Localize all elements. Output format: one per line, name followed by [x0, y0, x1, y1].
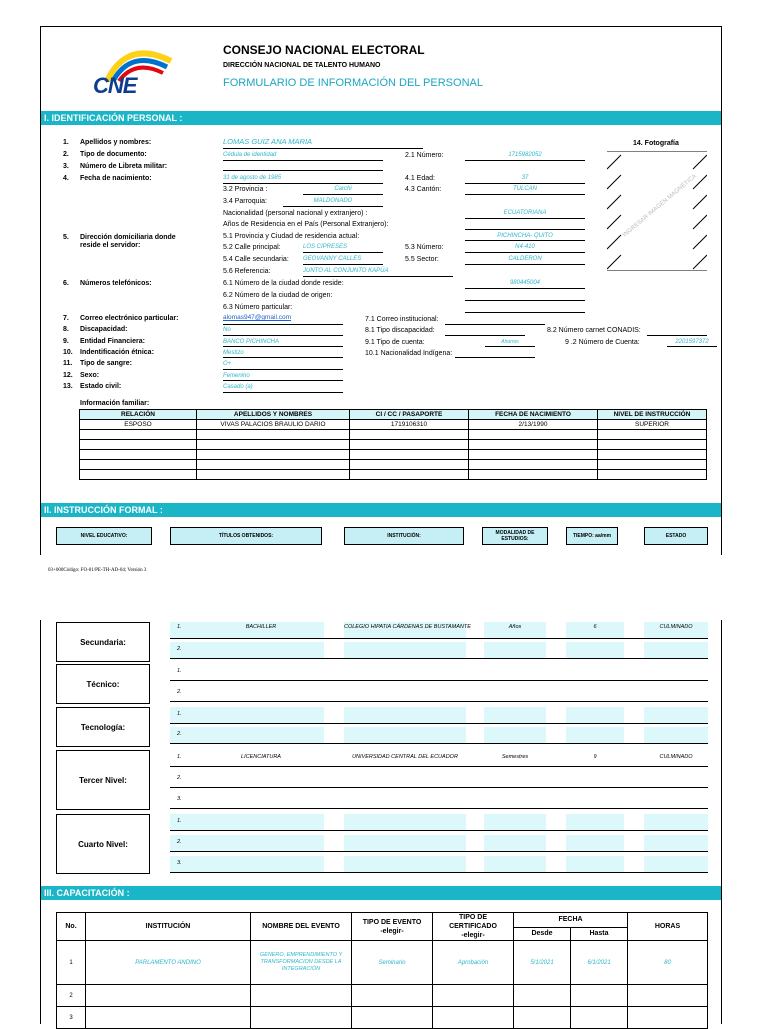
- row-num: 2.: [177, 646, 182, 652]
- cell[interactable]: SUPERIOR: [598, 420, 707, 430]
- nacionalidad-value[interactable]: ECUATORIANA: [503, 210, 547, 216]
- field-num: 11.: [63, 360, 73, 367]
- referencia-label: 5.6 Referencia:: [223, 268, 271, 275]
- numero-label: 2.1 Número:: [405, 152, 444, 159]
- col-header: No.: [57, 913, 86, 941]
- tel-resides-label: 6.1 Número de la ciudad donde reside:: [223, 280, 344, 287]
- field-label: Correo electrónico particular:: [80, 315, 179, 322]
- table-row: [57, 1007, 708, 1029]
- row-num: 2.: [177, 731, 182, 737]
- level-secundaria: Secundaria:: [56, 622, 150, 662]
- logo-text: CNE: [93, 73, 137, 98]
- provincia-label: 3.2 Provincia :: [223, 186, 268, 193]
- row-num: 1.: [177, 668, 182, 674]
- row-num: 1.: [177, 754, 182, 760]
- field-num: 2.: [63, 151, 69, 158]
- cell[interactable]: 2/13/1990: [469, 420, 598, 430]
- titulo-value[interactable]: LICENCIATURA: [241, 754, 281, 760]
- tipo-disc-label: 8.1 Tipo discapacidad:: [365, 327, 435, 334]
- tipo-cuenta-label: 9.1 Tipo de cuenta:: [365, 339, 425, 346]
- field-num: 9.: [63, 338, 69, 345]
- field-label: Apellidos y nombres:: [80, 139, 152, 146]
- photo-box[interactable]: [607, 151, 707, 271]
- col-header: [352, 913, 433, 941]
- level-tecnologia: Tecnología:: [56, 707, 150, 747]
- referencia-value[interactable]: JUNTO AL CONJUNTO KAPÚA: [303, 268, 389, 274]
- tipo-evento-label: TIPO DE EVENTO: [362, 918, 422, 926]
- field-label: Sexo:: [80, 372, 100, 379]
- hdr-nivel: NIVEL EDUCATIVO:: [56, 527, 152, 545]
- col-header: APELLIDOS Y NOMBRES: [197, 410, 350, 420]
- section2-band: II. INSTRUCCIÓN FORMAL :: [41, 503, 721, 517]
- level-cuarto: Cuarto Nivel:: [56, 814, 150, 874]
- disability-value[interactable]: No: [223, 327, 231, 333]
- tipo-cert-sub: -elegir-: [461, 932, 485, 939]
- family-label: Información familiar:: [80, 400, 150, 407]
- capacitacion-table: [56, 912, 708, 1029]
- field-num: 13.: [63, 383, 73, 390]
- tel-origen-label: 6.2 Número de la ciudad de origen:: [223, 292, 333, 299]
- calle-secundaria-value[interactable]: GEOVANNY CALLES: [303, 256, 362, 262]
- hdr-institucion: INSTITUCIÓN:: [344, 527, 464, 545]
- field-label: Estado civil:: [80, 383, 122, 390]
- table-row: [80, 470, 707, 480]
- hdr-estado: ESTADO: [644, 527, 708, 545]
- table-row: [80, 440, 707, 450]
- estado-value[interactable]: CULMINADO: [659, 624, 693, 630]
- hdr-titulos: TÍTULOS OBTENIDOS:: [170, 527, 322, 545]
- field-num: 3.: [63, 163, 69, 170]
- col-header: CI / CC / PASAPORTE: [350, 410, 469, 420]
- col-header: NIVEL DE INSTRUCCIÓN: [598, 410, 707, 420]
- col-header: FECHA DE NACIMIENTO: [469, 410, 598, 420]
- col-header: FECHA: [514, 913, 628, 928]
- parroquia-value[interactable]: MALDONADO: [313, 198, 353, 204]
- anios-label: Años de Residencia en el País (Personal Extranjero):: [223, 221, 389, 228]
- calle-principal-value[interactable]: LOS CIPRESES: [303, 244, 348, 250]
- field-label: Número de Libreta militar:: [80, 163, 168, 170]
- tiempo-value[interactable]: 9: [593, 754, 597, 760]
- sex-value[interactable]: Femenino: [223, 373, 250, 379]
- cell[interactable]: PARLAMENTO ANDINO: [86, 941, 251, 985]
- table-row: [57, 941, 708, 985]
- field-label: Tipo de documento:: [80, 151, 147, 158]
- correo-inst-label: 7.1 Correo institucional:: [365, 316, 439, 323]
- mod-value[interactable]: Años: [508, 624, 522, 630]
- cell[interactable]: VIVAS PALACIOS BRAULIO DARIO: [197, 420, 350, 430]
- cell[interactable]: ESPOSO: [80, 420, 197, 430]
- cell[interactable]: 80: [628, 941, 708, 985]
- mod-value[interactable]: Semestres: [501, 754, 529, 760]
- row-num: 1.: [177, 624, 182, 630]
- edad-label: 4.1 Edad:: [405, 175, 435, 182]
- table-row: [80, 420, 707, 430]
- family-header-row: [80, 410, 707, 420]
- tipo-cert-label: TIPO DE CERTIFICADO: [449, 914, 497, 930]
- row-num: 2.: [177, 689, 182, 695]
- field-label: Números telefónicos:: [80, 280, 152, 287]
- row-num: 1.: [177, 711, 182, 717]
- field-num: 7.: [63, 315, 69, 322]
- family-table: [79, 409, 707, 480]
- blood-value[interactable]: O+: [223, 361, 232, 367]
- cell[interactable]: 5/1/2021: [514, 941, 571, 985]
- inst-value[interactable]: UNIVERSIDAD CENTRAL DEL ECUADOR: [352, 754, 458, 760]
- level-tecnico: Técnico:: [56, 664, 150, 704]
- cell[interactable]: Aprobación: [433, 941, 514, 985]
- section1-band: I. IDENTIFICACIÓN PERSONAL :: [41, 111, 721, 125]
- canton-value[interactable]: TULCAN: [512, 186, 537, 192]
- field-label: Discapacidad:: [80, 326, 128, 333]
- table-row: [80, 450, 707, 460]
- titulo-value[interactable]: BACHILLER: [245, 624, 277, 630]
- email-value[interactable]: alomas947@gmail.com: [223, 314, 292, 321]
- field-num: 10.: [63, 349, 73, 356]
- doc-type-value[interactable]: Cédula de identidad: [223, 152, 277, 158]
- col-header: Hasta: [571, 927, 628, 940]
- row-num: 2.: [177, 775, 182, 781]
- col-header: Desde: [514, 927, 571, 940]
- footer-code: 03+000Código: FO-01/PE-TH-AD-04; Versión 3: [48, 568, 147, 573]
- field-label: Indentificación étnica:: [80, 349, 154, 356]
- photo-label: 14. Fotografía: [633, 140, 679, 147]
- tipo-cuenta-value[interactable]: Ahorros: [501, 339, 519, 345]
- table-row: [80, 430, 707, 440]
- cne-logo: [87, 41, 177, 99]
- provincia-value[interactable]: Carchi: [334, 186, 352, 192]
- hdr-modalidad: MODALIDAD DE ESTUDIOS:: [482, 527, 548, 545]
- field-num: 6.: [63, 280, 69, 287]
- sector-label: 5.5 Sector:: [405, 256, 439, 263]
- bank-value[interactable]: BANCO PICHINCHA: [223, 339, 280, 345]
- canton-label: 4.3 Cantón:: [405, 186, 442, 193]
- calle-principal-label: 5.2 Calle principal:: [223, 244, 281, 251]
- num-cuenta-value[interactable]: 2201597372: [675, 339, 709, 345]
- direction-title: DIRECCIÓN NACIONAL DE TALENTO HUMANO: [223, 62, 381, 69]
- field-label: Tipo de sangre:: [80, 360, 132, 367]
- field-label: Entidad Financiera:: [80, 338, 145, 345]
- carnet-label: 8.2 Número carnet CONADIS:: [547, 327, 641, 334]
- col-header: RELACIÓN: [80, 410, 197, 420]
- field-label: Dirección domiciliaria donde: [80, 234, 176, 241]
- edad-value[interactable]: 37: [521, 175, 529, 181]
- photo-watermark: INGRESAR IMAGEN MAGNÉTICA: [622, 173, 698, 239]
- prov-ciudad-label: 5.1 Provincia y Ciudad de residencia actual:: [223, 233, 360, 240]
- table-row: [57, 985, 708, 1007]
- section3-band: III. CAPACITACIÓN :: [41, 886, 721, 900]
- parroquia-label: 3.4 Parroquia:: [223, 198, 267, 205]
- col-header: HORAS: [628, 913, 708, 941]
- tiempo-value[interactable]: 6: [593, 624, 597, 630]
- form-page-2: [40, 620, 722, 1024]
- civil-value[interactable]: Casado (a): [223, 384, 253, 390]
- cap-header-row: [57, 913, 708, 928]
- inst-value[interactable]: COLEGIO HIPATIA CÁRDENAS DE BUSTAMANTE: [344, 624, 471, 630]
- sector-value[interactable]: CALDERON: [508, 256, 542, 262]
- nac-indigena-label: 10.1 Nacionalidad Indígena:: [365, 350, 453, 357]
- num-cuenta-label: 9 .2 Número de Cuenta:: [565, 339, 640, 346]
- row-num: 2.: [177, 839, 182, 845]
- field-num: 1.: [63, 139, 69, 146]
- cell[interactable]: GENERO, EMPRENDIMIENTO Y TRANSFORMACION DESDE LA INTEGRACIÓN: [251, 941, 352, 985]
- cell: 1: [57, 941, 86, 985]
- field-label-cont: reside el servidor:: [80, 242, 141, 249]
- col-header: NOMBRE DEL EVENTO: [251, 913, 352, 941]
- col-header: INSTITUCIÓN: [86, 913, 251, 941]
- numero-value[interactable]: 1715982052: [508, 152, 542, 158]
- cell[interactable]: Seminario: [352, 941, 433, 985]
- ethnic-value[interactable]: Mestizo: [223, 350, 244, 356]
- estado-value[interactable]: CULMINADO: [659, 754, 693, 760]
- row-num: 3.: [177, 796, 182, 802]
- row-num: 1.: [177, 818, 182, 824]
- col-header: [433, 913, 514, 941]
- row-num: 3.: [177, 860, 182, 866]
- cell: 3: [57, 1007, 86, 1029]
- cell[interactable]: 6/1/2021: [571, 941, 628, 985]
- cell[interactable]: 1719106310: [350, 420, 469, 430]
- level-tercer: Tercer Nivel:: [56, 750, 150, 810]
- tipo-evento-sub: -elegir-: [380, 927, 404, 935]
- form-title: FORMULARIO DE INFORMACIÓN DEL PERSONAL: [223, 77, 483, 89]
- field-num: 8.: [63, 326, 69, 333]
- nacionalidad-label: Nacionalidad (personal nacional y extranjero) :: [223, 210, 368, 217]
- form-page-1: [40, 26, 722, 555]
- calle-secundaria-label: 5.4 Calle secundaria:: [223, 256, 289, 263]
- field-num: 12.: [63, 372, 73, 379]
- numero-dir-value[interactable]: N4-410: [515, 244, 535, 250]
- name-value[interactable]: LOMAS GUIZ ANA MARIA: [223, 137, 313, 146]
- table-row: [80, 460, 707, 470]
- hdr-tiempo: TIEMPO: aa/mm: [566, 527, 618, 545]
- tel-resides-value[interactable]: 980445004: [509, 280, 541, 286]
- prov-ciudad-value[interactable]: PICHINCHA- QUITO: [497, 233, 553, 239]
- birth-date-value[interactable]: 31 de agosto de 1985: [223, 175, 282, 181]
- field-num: 4.: [63, 175, 69, 182]
- cell: 2: [57, 985, 86, 1007]
- tel-particular-label: 6.3 Número particular:: [223, 304, 293, 311]
- numero-dir-label: 5.3 Número:: [405, 244, 444, 251]
- org-title: CONSEJO NACIONAL ELECTORAL: [223, 43, 425, 57]
- field-label: Fecha de nacimiento:: [80, 175, 152, 182]
- field-num: 5.: [63, 234, 69, 241]
